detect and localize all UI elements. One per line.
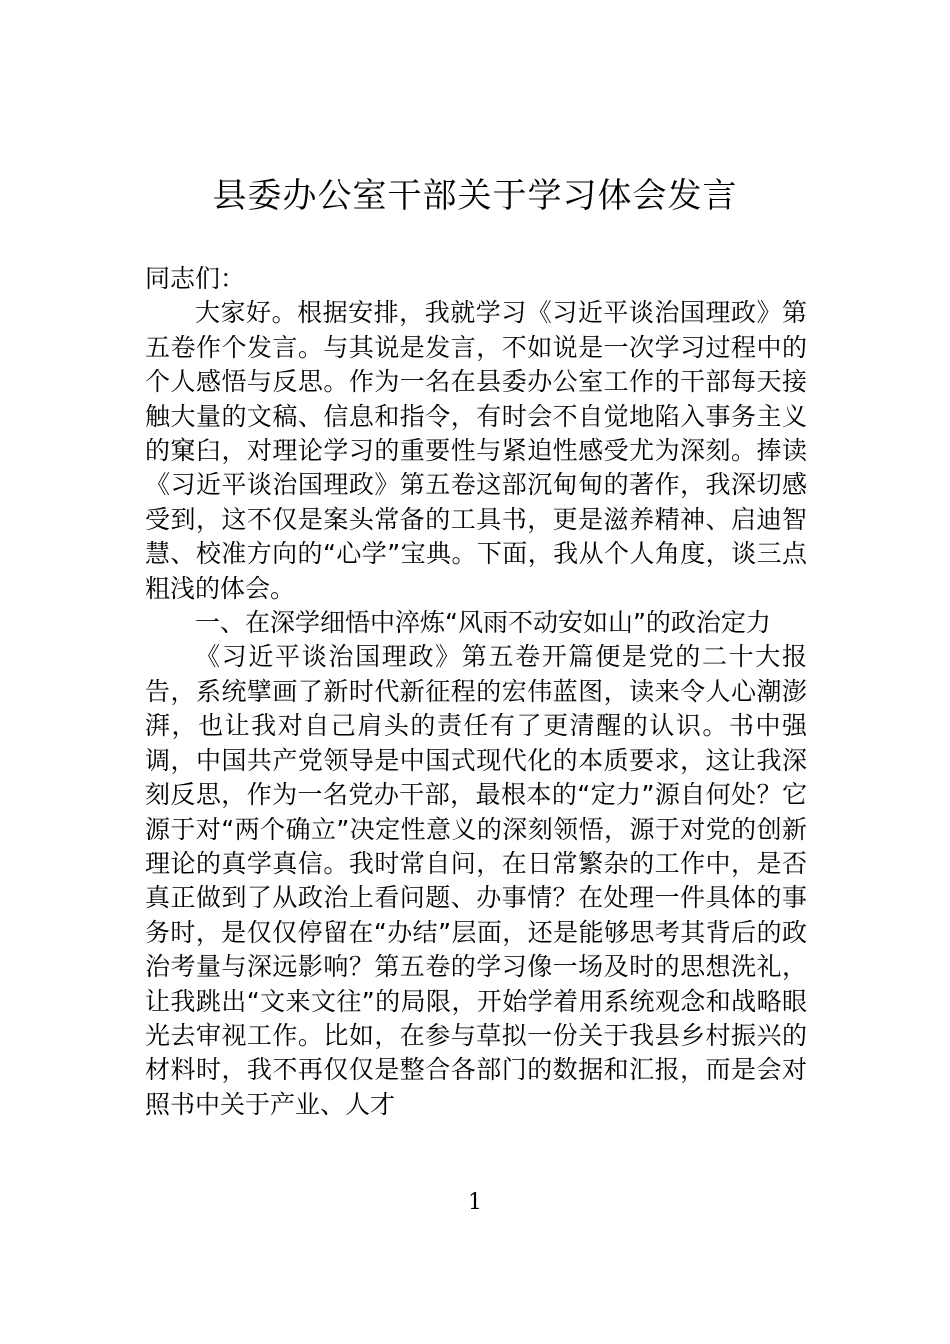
salutation: 同志们： (145, 264, 246, 293)
section-paragraph: 《习近平谈治国理政》第五卷开篇便是党的二十大报告，系统擘画了新时代新征程的宏伟蓝图，读来令人心潮澎湃，也让我对自己肩头的责任有了更清醒的认识。书中强调，中国共产党领导是中国式现代化的本质要求，这让我深刻反思，作为一名党办干部，最根本的“定力”源自何处？它源于对“两个确立”决定性意义的深刻领悟，源于对党的创新理论的真学真信。我时常自问，在日常繁杂的工作中，是否真正做到了从政治上看问题、办事情？在处理一件具体的事务时，是仅仅停留在“办结”层面，还是能够思考其背后的政治考量与深远影响？第五卷的学习像一场及时的思想洗礼，让我跳出“文来文往”的局限，开始学着用系统观念和战略眼光去审视工作。比如，在参与草拟一份关于我县乡村振兴的材料时，我不再仅仅是整合各部门的数据和汇报，而是会对照书中关于产业、人才 (145, 642, 807, 1119)
page-title: 县委办公室干部关于学习体会发言 (212, 176, 738, 216)
page-number: 1 (468, 1190, 482, 1215)
document-body (145, 262, 807, 1122)
intro-paragraph: 大家好。根据安排，我就学习《习近平谈治国理政》第五卷作个发言。与其说是发言，不如说是一次学习过程中的个人感悟与反思。作为一名在县委办公室工作的干部每天接触大量的文稿、信息和指令，有时会不自觉地陷入事务主义的窠臼，对理论学习的重要性与紧迫性感受尤为深刻。捧读《习近平谈治国理政》第五卷这部沉甸甸的著作，我深切感受到，这不仅是案头常备的工具书，更是滋养精神、启迪智慧、校准方向的“心学”宝典。下面，我从个人角度，谈三点粗浅的体会。 (145, 298, 807, 603)
section-heading: 一、在深学细悟中淬炼“风雨不动安如山”的政治定力 (195, 608, 771, 638)
